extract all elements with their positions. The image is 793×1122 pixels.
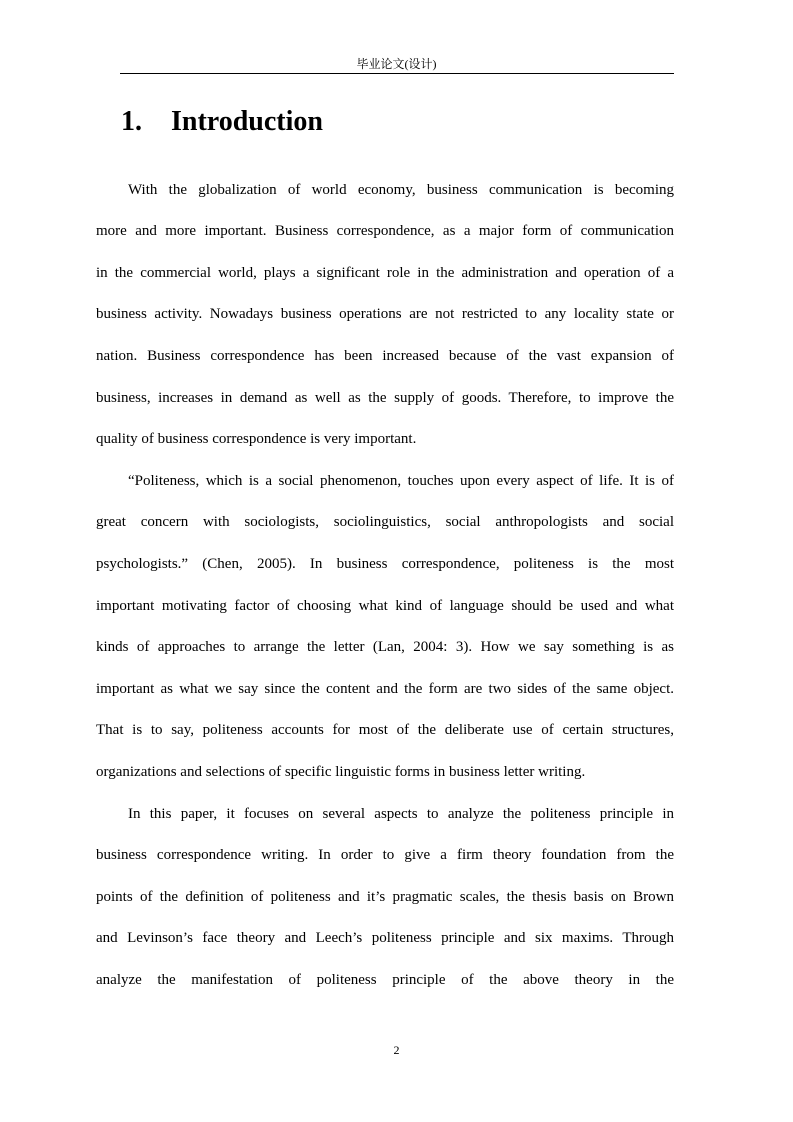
- paragraph-line: business correspondence writing. In order to give a firm theory foundation from the: [96, 847, 674, 863]
- paragraph-line: quality of business correspondence is very important.: [96, 431, 417, 447]
- paragraph-line: and Levinson’s face theory and Leech’s politeness principle and six maxims. Through: [96, 930, 674, 946]
- paragraph-line: business, increases in demand as well as the supply of goods. Therefore, to improve the: [96, 390, 674, 406]
- paragraph-line: analyze the manifestation of politeness principle of the above theory in the: [96, 972, 674, 988]
- paragraph-line: more and more important. Business correspondence, as a major form of communication: [96, 223, 674, 239]
- paragraph-line: organizations and selections of specific linguistic forms in business letter writing.: [96, 764, 586, 780]
- section-heading: [121, 104, 323, 140]
- paragraph-line: “Politeness, which is a social phenomenon, touches upon every aspect of life. It is of: [128, 473, 674, 489]
- paragraph-line: important motivating factor of choosing what kind of language should be used and what: [96, 598, 674, 614]
- section-title: Introduction: [171, 106, 323, 137]
- section-number: 1.: [121, 106, 142, 137]
- paragraph-line: That is to say, politeness accounts for most of the deliberate use of certain structures,: [96, 722, 674, 738]
- page-number: 2: [393, 1043, 400, 1057]
- paragraph-line: in the commercial world, plays a significant role in the administration and operation of a: [96, 265, 674, 281]
- header-rule: [120, 73, 674, 74]
- running-header: 毕业论文(设计): [356, 57, 437, 71]
- paragraph-line: With the globalization of world economy, business communication is becoming: [128, 182, 674, 198]
- paragraph-line: important as what we say since the content and the form are two sides of the same object.: [96, 681, 674, 697]
- paragraph-line: points of the definition of politeness and it’s pragmatic scales, the thesis basis on Brown: [96, 889, 674, 905]
- paragraph-line: psychologists.” (Chen, 2005). In business correspondence, politeness is the most: [96, 556, 674, 572]
- paragraph-line: In this paper, it focuses on several aspects to analyze the politeness principle in: [128, 806, 674, 822]
- paragraph-line: business activity. Nowadays business operations are not restricted to any locality state or: [96, 306, 674, 322]
- paragraph-line: nation. Business correspondence has been increased because of the vast expansion of: [96, 348, 674, 364]
- paragraph-line: great concern with sociologists, sociolinguistics, social anthropologists and social: [96, 514, 674, 530]
- paragraph-line: kinds of approaches to arrange the letter (Lan, 2004: 3). How we say something is as: [96, 639, 674, 655]
